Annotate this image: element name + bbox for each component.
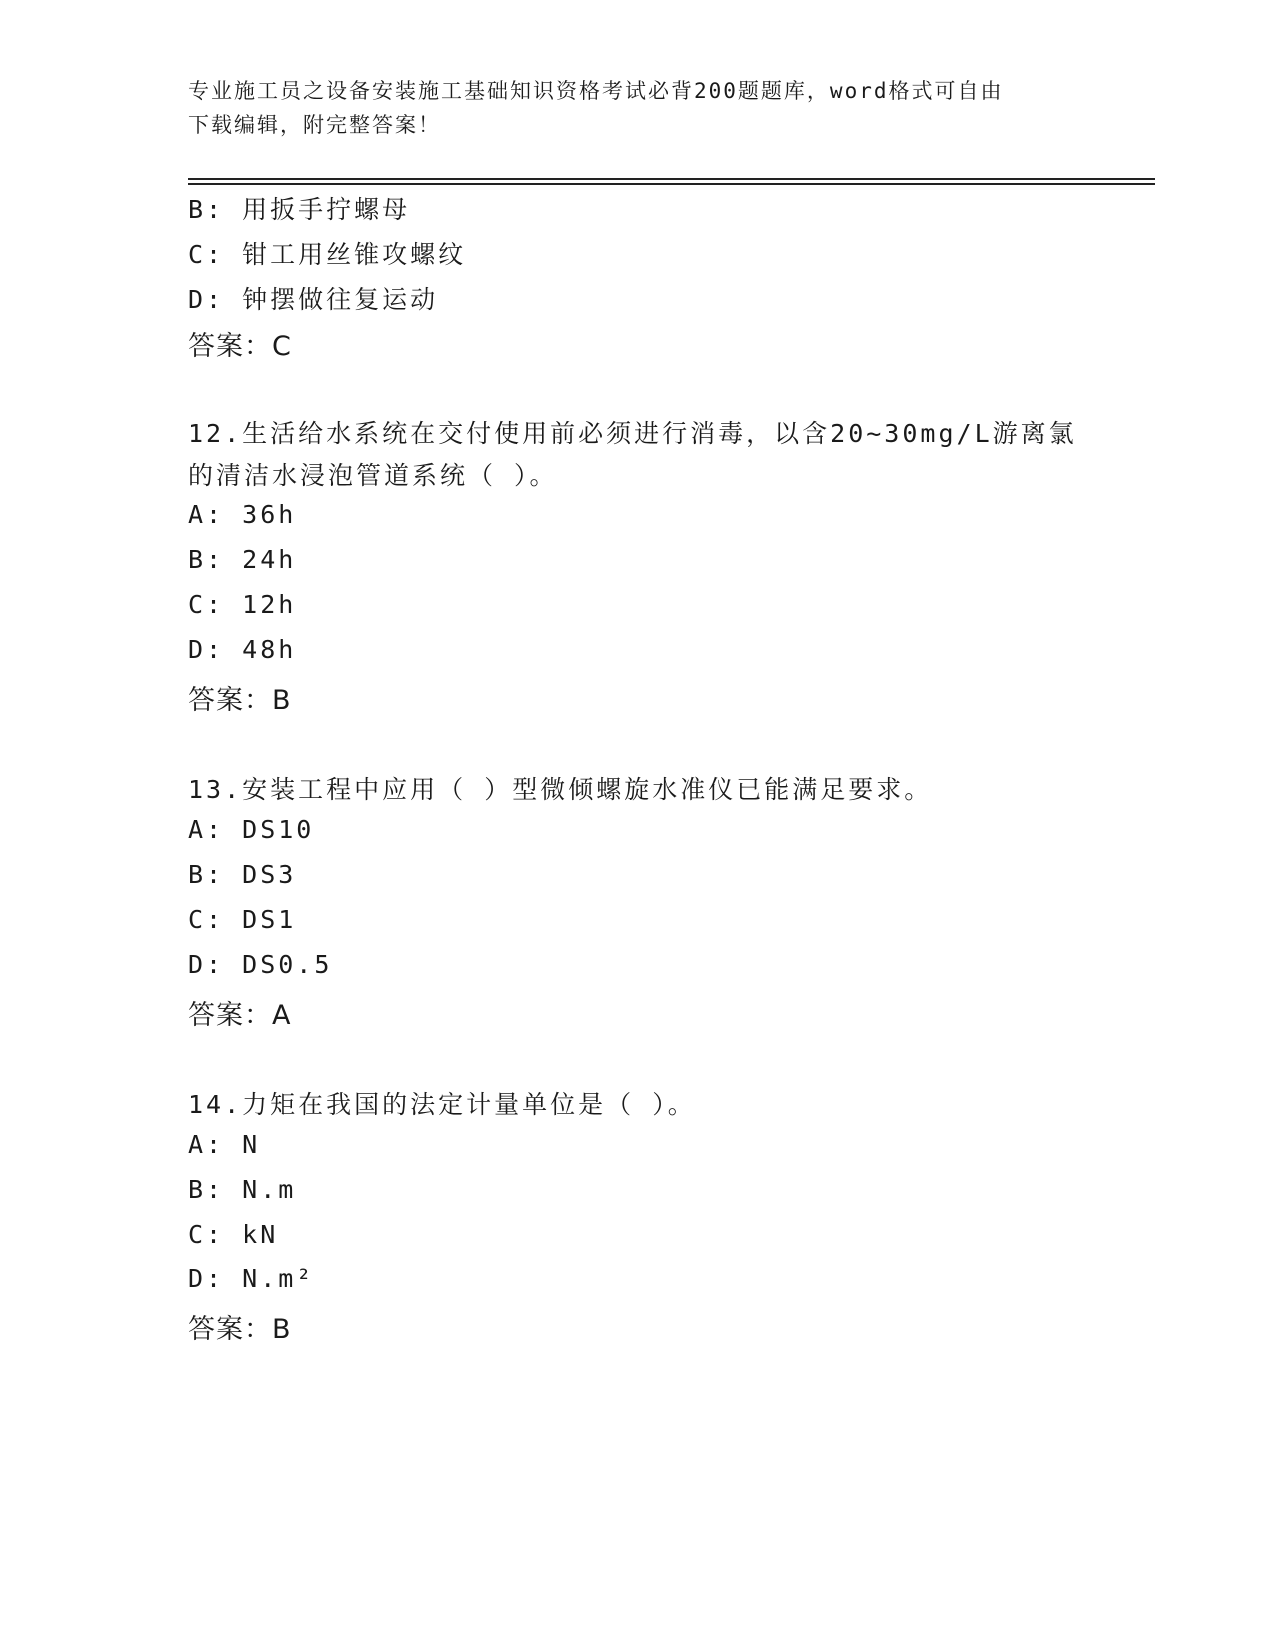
q12-answer: 答案：B xyxy=(188,685,292,716)
q14-answer: 答案：B xyxy=(188,1314,292,1345)
q13-stem: 13.安装工程中应用（ ）型微倾螺旋水准仪已能满足要求。 xyxy=(188,775,933,804)
q13-option-c: C: DS1 xyxy=(188,905,297,934)
q12-option-b: B: 24h xyxy=(188,545,297,574)
q13-option-a: A: DS10 xyxy=(188,815,315,844)
q12-option-d: D: 48h xyxy=(188,635,297,664)
q14-option-d: D: N.m² xyxy=(188,1264,315,1293)
prev-option-c: C: 钳工用丝锥攻螺纹 xyxy=(188,240,467,269)
header-divider-bottom xyxy=(188,183,1155,185)
q14-option-c: C: kN xyxy=(188,1220,279,1249)
q14-option-b: B: N.m xyxy=(188,1175,297,1204)
q12-stem-line-2: 的清洁水浸泡管道系统（ ）。 xyxy=(188,461,558,490)
q14-stem: 14.力矩在我国的法定计量单位是（ ）。 xyxy=(188,1090,696,1119)
q12-option-a: A: 36h xyxy=(188,500,297,529)
q13-answer: 答案：A xyxy=(188,1000,292,1031)
header-line-2: 下载编辑，附完整答案！ xyxy=(188,113,441,137)
q12-stem-line-1: 12.生活给水系统在交付使用前必须进行消毒，以含20~30mg/L游离氯 xyxy=(188,419,1077,448)
document-header xyxy=(188,74,1088,142)
prev-answer: 答案：C xyxy=(188,331,292,362)
header-divider-top xyxy=(188,178,1155,180)
q13-option-b: B: DS3 xyxy=(188,860,297,889)
header-line-1: 专业施工员之设备安装施工基础知识资格考试必背200题题库，word格式可自由 xyxy=(188,79,1004,103)
prev-option-b: B: 用扳手拧螺母 xyxy=(188,195,411,224)
q12-option-c: C: 12h xyxy=(188,590,297,619)
q14-option-a: A: N xyxy=(188,1130,261,1159)
q13-option-d: D: DS0.5 xyxy=(188,950,333,979)
prev-option-d: D: 钟摆做往复运动 xyxy=(188,285,439,314)
